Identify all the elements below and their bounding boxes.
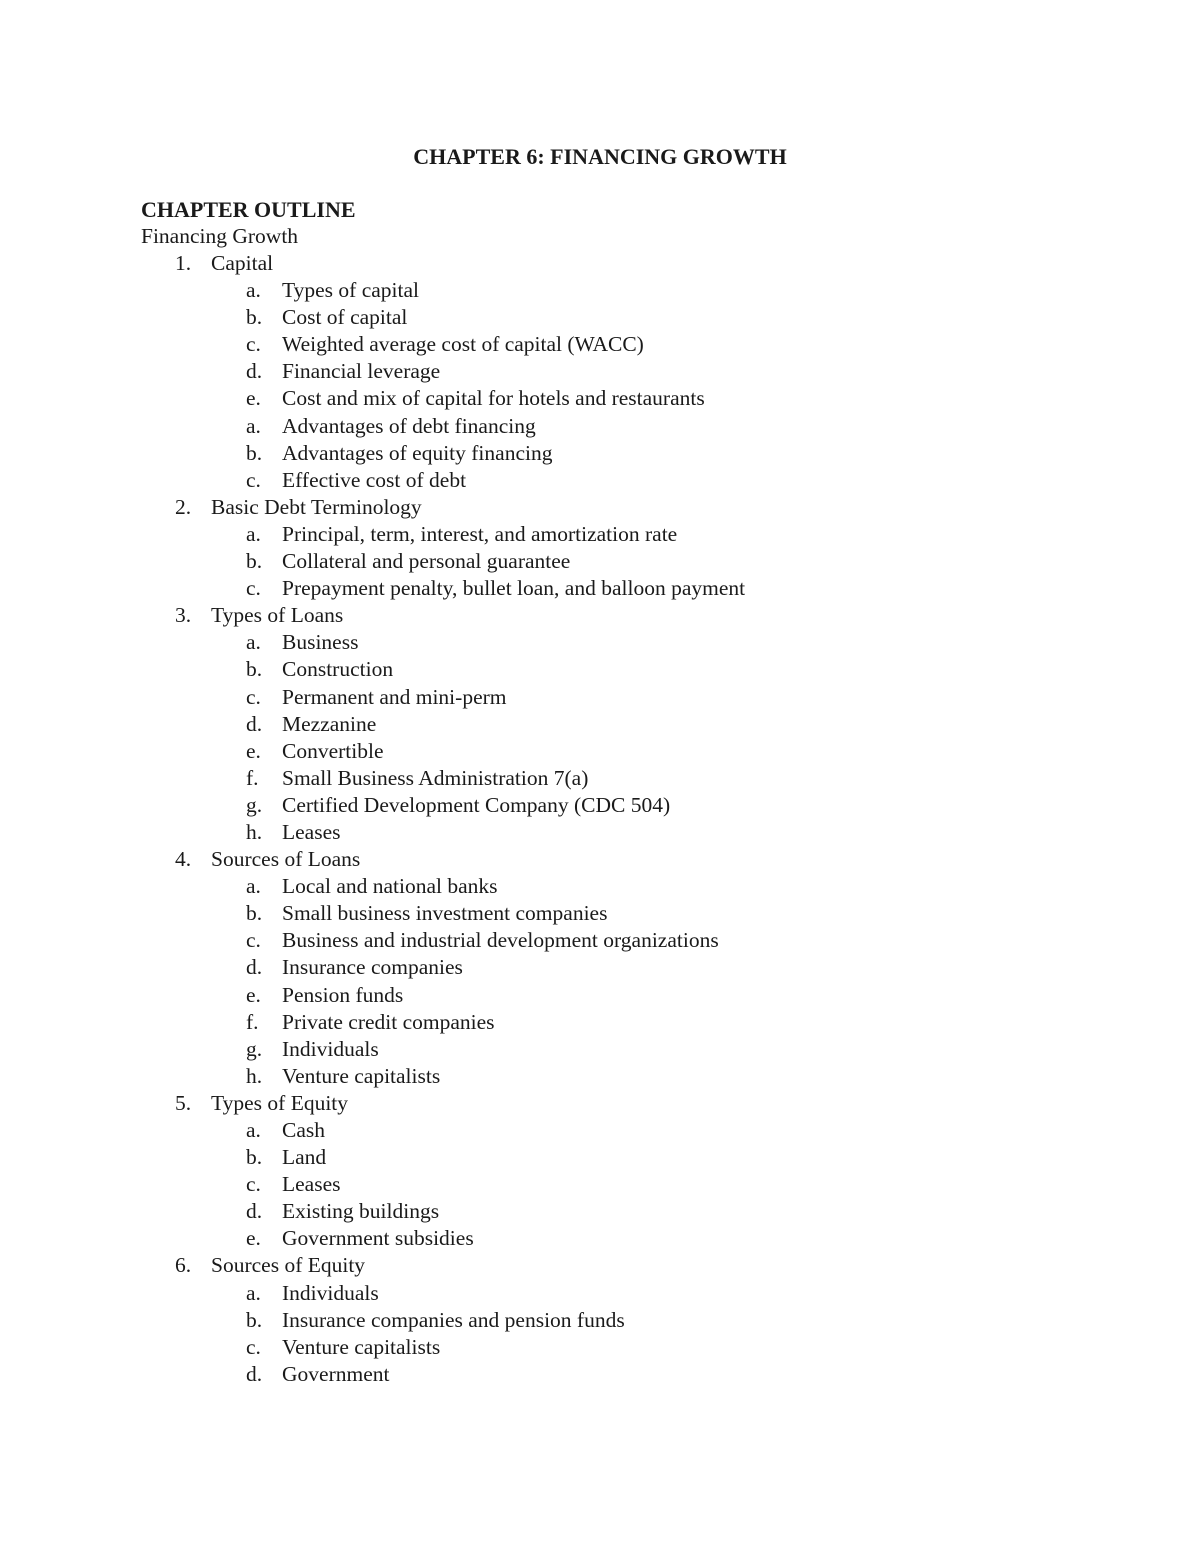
list-item	[141, 1036, 1121, 1063]
item-letter: d.	[246, 1199, 263, 1224]
list-item	[141, 684, 1121, 711]
item-letter: b.	[246, 901, 263, 926]
item-text: Certified Development Company (CDC 504)	[282, 792, 671, 817]
list-item	[141, 819, 1121, 846]
section-heading	[141, 494, 1121, 521]
item-letter: d.	[246, 1361, 263, 1386]
section-item-list	[141, 277, 1121, 494]
item-text: Prepayment penalty, bullet loan, and balloon payment	[282, 576, 746, 601]
item-letter: f.	[246, 1009, 259, 1034]
item-text: Construction	[282, 657, 394, 682]
item-text: Cash	[282, 1118, 325, 1142]
item-letter: e.	[246, 386, 261, 411]
item-letter: d.	[246, 711, 263, 736]
list-item	[141, 765, 1121, 792]
item-text: Individuals	[282, 1280, 379, 1305]
item-letter: e.	[246, 982, 261, 1007]
item-text: Land	[282, 1145, 327, 1170]
list-item	[141, 982, 1121, 1009]
item-letter: a.	[246, 1280, 261, 1305]
outline-subtitle: Financing Growth	[141, 224, 299, 248]
item-letter: c.	[246, 332, 261, 357]
outline-section	[141, 1252, 1121, 1387]
item-text: Advantages of equity financing	[282, 440, 553, 465]
item-letter: c.	[246, 684, 261, 709]
section-item-list	[141, 1117, 1121, 1252]
item-text: Weighted average cost of capital (WACC)	[282, 332, 644, 357]
list-item	[141, 900, 1121, 927]
list-item	[141, 1063, 1121, 1090]
section-label: Types of Loans	[211, 603, 344, 628]
list-item	[141, 1307, 1121, 1334]
list-item	[141, 440, 1121, 467]
item-letter: d.	[246, 359, 263, 384]
item-letter: g.	[246, 792, 263, 817]
item-text: Insurance companies and pension funds	[282, 1307, 625, 1332]
list-item	[141, 954, 1121, 981]
outline-section	[141, 250, 1121, 494]
list-item	[141, 1198, 1121, 1225]
item-text: Permanent and mini-perm	[282, 684, 507, 709]
item-text: Cost of capital	[282, 305, 408, 330]
item-text: Small business investment companies	[282, 901, 608, 926]
section-label: Capital	[211, 251, 274, 275]
section-label: Basic Debt Terminology	[211, 494, 422, 519]
list-item	[141, 1361, 1121, 1388]
list-item	[141, 873, 1121, 900]
item-text: Effective cost of debt	[282, 467, 467, 492]
item-letter: e.	[246, 1226, 261, 1251]
item-letter: h.	[246, 819, 263, 844]
item-letter: b.	[246, 657, 263, 682]
section-item-list	[141, 1280, 1121, 1388]
item-text: Leases	[282, 819, 341, 844]
list-item	[141, 277, 1121, 304]
item-text: Local and national banks	[282, 874, 498, 899]
item-letter: g.	[246, 1036, 263, 1061]
item-text: Venture capitalists	[282, 1334, 441, 1359]
list-item	[141, 304, 1121, 331]
item-letter: a.	[246, 874, 261, 899]
item-letter: a.	[246, 630, 261, 655]
list-item	[141, 1144, 1121, 1171]
outline-section	[141, 602, 1121, 846]
item-text: Government	[282, 1361, 390, 1386]
section-number: 1.	[175, 251, 192, 275]
item-text: Business and industrial development organizations	[282, 928, 719, 953]
list-item	[141, 1171, 1121, 1198]
list-item	[141, 331, 1121, 358]
section-item-list	[141, 521, 1121, 602]
item-letter: a.	[246, 413, 261, 438]
list-item	[141, 385, 1121, 412]
item-letter: h.	[246, 1063, 263, 1088]
section-item-list	[141, 629, 1121, 846]
item-text: Government subsidies	[282, 1226, 474, 1251]
outline-section-list	[141, 250, 1121, 1388]
item-text: Advantages of debt financing	[282, 413, 536, 438]
section-label: Sources of Loans	[211, 847, 361, 872]
section-heading	[141, 1090, 1121, 1117]
item-letter: d.	[246, 955, 263, 980]
section-label: Sources of Equity	[211, 1253, 366, 1278]
outline-section	[141, 494, 1121, 602]
item-text: Insurance companies	[282, 955, 463, 980]
item-text: Collateral and personal guarantee	[282, 549, 571, 574]
section-number: 2.	[175, 494, 192, 519]
item-letter: b.	[246, 1145, 263, 1170]
item-text: Existing buildings	[282, 1199, 440, 1224]
item-text: Business	[282, 630, 359, 655]
item-letter: c.	[246, 576, 261, 601]
item-text: Individuals	[282, 1036, 379, 1061]
item-letter: b.	[246, 440, 263, 465]
outline-heading: CHAPTER OUTLINE	[141, 197, 356, 222]
item-text: Mezzanine	[282, 711, 377, 736]
item-text: Financial leverage	[282, 359, 441, 384]
item-text: Small Business Administration 7(a)	[282, 765, 589, 790]
section-heading	[141, 602, 1121, 629]
list-item	[141, 413, 1121, 440]
list-item	[141, 575, 1121, 602]
item-letter: f.	[246, 765, 259, 790]
page-title: CHAPTER 6: FINANCING GROWTH	[413, 144, 787, 169]
item-text: Venture capitalists	[282, 1063, 441, 1088]
section-number: 3.	[175, 603, 192, 628]
section-number: 4.	[175, 847, 192, 872]
list-item	[141, 1117, 1121, 1144]
list-item	[141, 521, 1121, 548]
list-item	[141, 1334, 1121, 1361]
section-item-list	[141, 873, 1121, 1090]
item-letter: c.	[246, 467, 261, 492]
item-text: Principal, term, interest, and amortization rate	[282, 521, 678, 546]
item-letter: a.	[246, 278, 261, 303]
item-text: Private credit companies	[282, 1009, 495, 1034]
item-text: Cost and mix of capital for hotels and restaurants	[282, 386, 705, 411]
item-letter: b.	[246, 549, 263, 574]
list-item	[141, 738, 1121, 765]
item-letter: a.	[246, 521, 261, 546]
item-text: Pension funds	[282, 982, 404, 1007]
item-letter: b.	[246, 305, 263, 330]
list-item	[141, 792, 1121, 819]
item-letter: c.	[246, 1334, 261, 1359]
chapter-outline	[141, 196, 1121, 1388]
section-heading	[141, 1252, 1121, 1279]
section-heading	[141, 250, 1121, 277]
list-item	[141, 711, 1121, 738]
item-text: Types of capital	[282, 278, 419, 303]
section-heading	[141, 846, 1121, 873]
item-letter: b.	[246, 1307, 263, 1332]
section-label: Types of Equity	[211, 1090, 349, 1115]
outline-section	[141, 1090, 1121, 1253]
list-item	[141, 1280, 1121, 1307]
list-item	[141, 656, 1121, 683]
outline-section	[141, 846, 1121, 1090]
section-number: 6.	[175, 1253, 192, 1278]
item-letter: c.	[246, 1172, 261, 1197]
list-item	[141, 629, 1121, 656]
item-letter: a.	[246, 1118, 261, 1142]
list-item	[141, 1009, 1121, 1036]
list-item	[141, 467, 1121, 494]
list-item	[141, 1225, 1121, 1252]
item-letter: c.	[246, 928, 261, 953]
list-item	[141, 358, 1121, 385]
item-text: Leases	[282, 1172, 341, 1197]
item-letter: e.	[246, 738, 261, 763]
item-text: Convertible	[282, 738, 384, 763]
list-item	[141, 927, 1121, 954]
section-number: 5.	[175, 1090, 192, 1115]
list-item	[141, 548, 1121, 575]
